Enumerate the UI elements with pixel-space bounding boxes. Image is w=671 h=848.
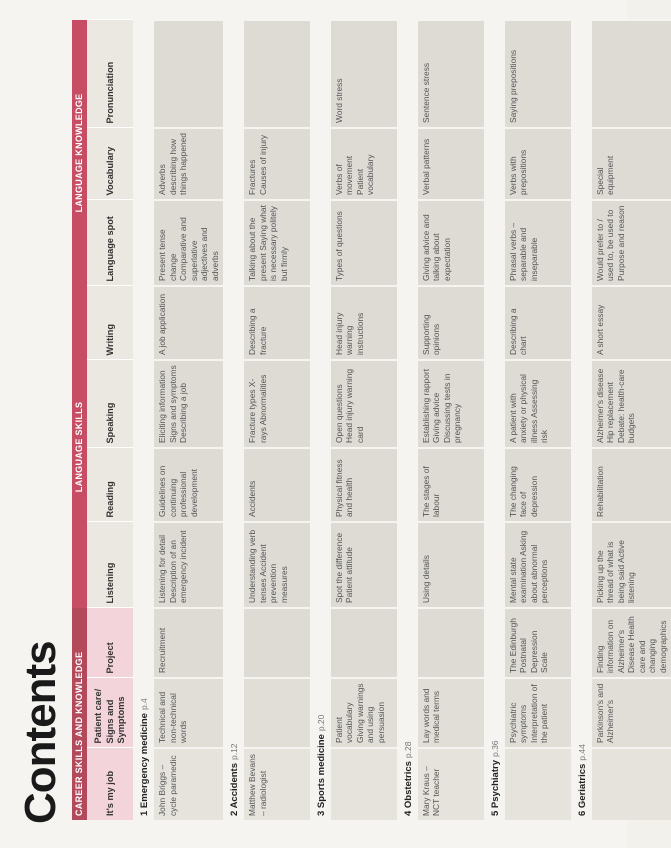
table-cell [418, 608, 484, 678]
table-cell: Present tense change Comparative and superlative adjectives and adverbs [154, 200, 223, 286]
column-group-row [72, 20, 87, 820]
table-cell: Word stress [331, 20, 397, 128]
unit-heading[interactable] [571, 20, 592, 820]
table-cell: Verbs of movement Patient vocabulary [331, 128, 397, 200]
table-cell [505, 748, 571, 820]
contents-body [133, 20, 671, 820]
header-speaking: Speaking [87, 360, 133, 448]
table-cell: Technical and non-technical words [154, 678, 223, 748]
table-cell [244, 20, 310, 128]
table-cell: Mental state examination Asking about abnormal perceptions [505, 522, 571, 608]
table-cell: Listening for detail Description of an emergency incident [154, 522, 223, 608]
unit-title: 6 Geriatrics [576, 763, 588, 816]
unit-page: p.20 [316, 714, 326, 732]
table-cell [244, 678, 310, 748]
table-cell [592, 748, 671, 820]
table-cell: Would prefer to / used to, be used to Purpose and reason [592, 200, 671, 286]
table-cell: Verbs with prepositions [505, 128, 571, 200]
unit-page: p.36 [489, 740, 500, 758]
table-cell: Talking about the present Saying what is necessary politely but firmly [244, 200, 310, 286]
table-cell: Verbal patterns [418, 128, 484, 200]
table-cell [592, 20, 671, 128]
unit-title: 1 Emergency medicine [139, 713, 151, 816]
unit-title: 2 Accidents [229, 763, 241, 816]
table-cell [331, 748, 397, 820]
table-cell: John Briggs – cycle paramedic [154, 748, 223, 820]
unit-page: p.12 [229, 743, 240, 761]
unit-page: p.4 [139, 698, 150, 711]
unit-content-row [331, 20, 397, 820]
table-cell: Using details [418, 522, 484, 608]
table-cell: Lay words and medical terms [418, 678, 484, 748]
group-career: CAREER SKILLS AND KNOWLEDGE [72, 608, 87, 820]
unit-content-row [154, 20, 223, 820]
header-listening: Listening [87, 522, 133, 608]
unit-content-row [505, 20, 571, 820]
table-cell: Finding information on Alzheimer's Disease Health care and changing demographics [592, 608, 671, 678]
unit-heading-row [223, 20, 244, 820]
unit-heading[interactable] [310, 20, 331, 820]
unit-heading-row [571, 20, 592, 820]
table-cell: Guidelines on continuing professional development [154, 448, 223, 522]
table-cell: A short essay [592, 286, 671, 360]
header-vocabulary: Vocabulary [87, 128, 133, 200]
table-cell: Picking up the thread of what is being said Active listening [592, 522, 671, 608]
unit-heading[interactable] [223, 20, 244, 820]
unit-page: p.44 [576, 744, 587, 761]
unit-title: 3 Sports medicine [316, 734, 327, 816]
header-row [87, 20, 133, 820]
header-pronunciation: Pronunciation [87, 20, 133, 128]
table-cell: Fracture types X-rays Abnormalities [244, 360, 310, 448]
table-cell: Spot the difference Patient attitude [331, 522, 397, 608]
header-project: Project [87, 608, 133, 678]
group-language-knowledge: LANGUAGE KNOWLEDGE [72, 20, 87, 286]
table-cell: Special equipment [592, 128, 671, 200]
table-cell: Recruitment [154, 608, 223, 678]
table-cell: Describing a fracture [244, 286, 310, 360]
table-cell [154, 20, 223, 128]
table-cell: Understanding verb tenses Accident prevention measures [244, 522, 310, 608]
unit-heading-row [484, 20, 505, 820]
table-cell: Rehabilitation [592, 448, 671, 522]
unit-heading[interactable] [133, 20, 154, 820]
table-cell: Giving advice and talking about expectation [418, 200, 484, 286]
table-cell: Establishing rapport Giving advice Discussing tests in pregnancy [418, 360, 484, 448]
table-cell: A patient with anxiety or physical illness Assessing risk [505, 360, 571, 448]
table-cell: The Edinburgh Postnatal Depression Scale [505, 608, 571, 678]
page-title: Contents [16, 641, 65, 824]
header-reading: Reading [87, 448, 133, 522]
header-language-spot: Language spot [87, 200, 133, 286]
table-cell: Types of questions [331, 200, 397, 286]
table-cell: Psychiatric symptoms Interpretation of the patient [505, 678, 571, 748]
unit-page: p.28 [402, 741, 413, 759]
unit-content-row [244, 20, 310, 820]
unit-content-row [418, 20, 484, 820]
unit-heading-row [133, 20, 154, 820]
unit-title: 5 Psychiatry [489, 760, 501, 816]
header-its-my-job: It's my job [87, 748, 133, 820]
table-cell: Phrasal verbs – separable and inseparable [505, 200, 571, 286]
table-cell: Fractures Causes of injury [244, 128, 310, 200]
table-cell: Alzheimer's disease Hip replacement Debate: health-care budgets [592, 360, 671, 448]
table-cell: Sentence stress [418, 20, 484, 128]
table-cell: Accidents [244, 448, 310, 522]
table-cell: Mary Kraus – NCT teacher [418, 748, 484, 820]
table-cell: A job application [154, 286, 223, 360]
table-cell: Physical fitness and health [331, 448, 397, 522]
unit-heading[interactable] [484, 20, 505, 820]
group-language-skills: LANGUAGE SKILLS [72, 286, 87, 608]
header-writing: Writing [87, 286, 133, 360]
unit-title: 4 Obstetrics [402, 761, 414, 816]
table-cell: Eliciting information Signs and symptoms Describing a job [154, 360, 223, 448]
table-cell [331, 608, 397, 678]
table-cell: Patient vocabulary Giving warnings and using persuasion [331, 678, 397, 748]
unit-heading[interactable] [397, 20, 418, 820]
unit-content-row [592, 20, 671, 820]
table-cell: Saying prepositions [505, 20, 571, 128]
header-patient-care: Patient care/ Signs and Symptoms [87, 678, 133, 748]
unit-heading-row [397, 20, 418, 820]
table-cell: The stages of labour [418, 448, 484, 522]
table-cell: Adverbs describing how things happened [154, 128, 223, 200]
table-cell: Parkinson's and Alzheimer's [592, 678, 671, 748]
table-cell: Supporting opinions [418, 286, 484, 360]
unit-heading-row [310, 20, 331, 820]
table-cell [244, 608, 310, 678]
table-cell: Open questions Head injury warning card [331, 360, 397, 448]
table-cell: Head injury warning instructions [331, 286, 397, 360]
contents-table [72, 19, 671, 820]
table-cell: Matthew Bevans – radiologist [244, 748, 310, 820]
table-cell: The changing face of depression [505, 448, 571, 522]
table-cell: Describing a chart [505, 286, 571, 360]
